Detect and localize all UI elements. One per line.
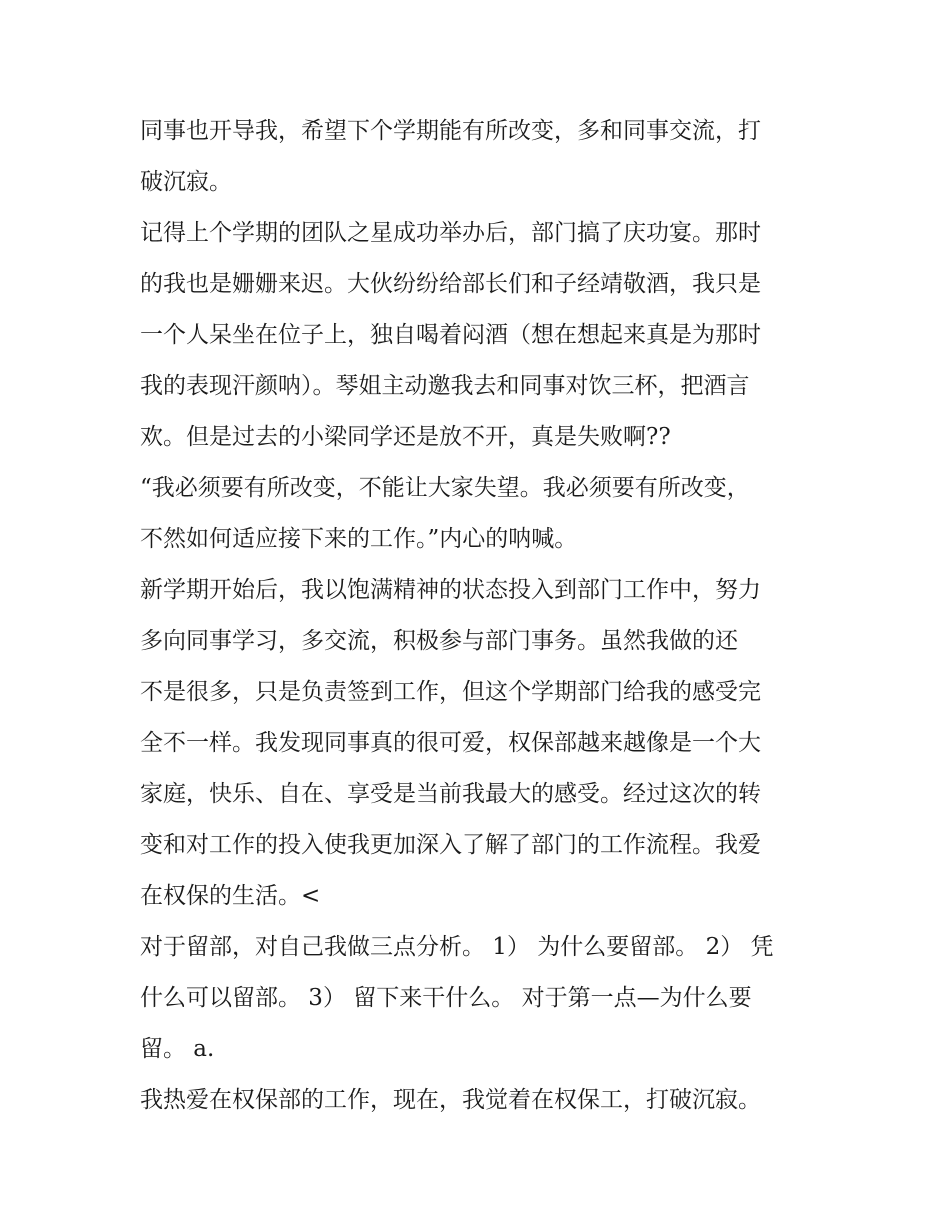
text-line: 欢。但是过去的小梁同学还是放不开，真是失败啊??	[140, 424, 671, 450]
text-line: 的我也是姗姗来迟。大伙纷纷给部长们和子经靖敬酒，我只是	[140, 271, 761, 297]
document-body	[140, 106, 820, 1126]
text-line: 全不一样。我发现同事真的很可爱，权保部越来越像是一个大	[140, 730, 761, 756]
text-line: 家庭，快乐、自在、享受是当前我最大的感受。经过这次的转	[140, 781, 761, 807]
text-line: 在权保的生活。<	[140, 883, 321, 909]
text-line: 变和对工作的投入使我更加深入了解了部门的工作流程。我爱	[140, 832, 761, 858]
text-line: 记得上个学期的团队之星成功举办后，部门搞了庆功宴。那时	[140, 220, 761, 246]
text-line: 对于留部，对自己我做三点分析。 1） 为什么要留部。 2） 凭	[140, 934, 774, 960]
text-line: 什么可以留部。 3） 留下来干什么。 对于第一点—为什么要	[140, 985, 752, 1011]
text-line: 新学期开始后，我以饱满精神的状态投入到部门工作中，努力	[140, 577, 761, 603]
text-line: 多向同事学习，多交流，积极参与部门事务。虽然我做的还	[140, 628, 738, 654]
text-line: 我的表现汗颜呐）。琴姐主动邀我去和同事对饮三杯，把酒言	[140, 373, 750, 399]
text-line: 留。 a.	[140, 1036, 215, 1062]
text-line: “我必须要有所改变，不能让大家失望。我必须要有所改变，	[140, 475, 750, 501]
text-line: 一个人呆坐在位子上，独自喝着闷酒（想在想起来真是为那时	[140, 322, 761, 348]
text-line: 不然如何适应接下来的工作。”内心的呐喊。	[140, 526, 578, 552]
text-line: 同事也开导我，希望下个学期能有所改变，多和同事交流，打	[140, 118, 761, 144]
text-line: 不是很多，只是负责签到工作，但这个学期部门给我的感受完	[140, 679, 761, 705]
text-line: 我热爱在权保部的工作，现在，我觉着在权保工，打破沉寂。	[140, 1087, 761, 1113]
text-line: 破沉寂。	[140, 169, 232, 195]
